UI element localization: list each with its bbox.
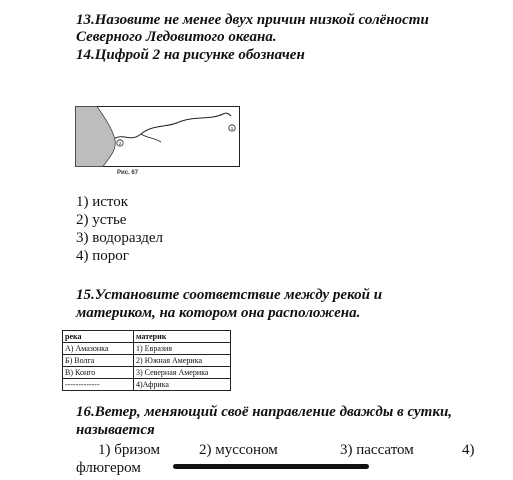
question-16-line1: 16.Ветер, меняющий своё направление дважды в сутки, [76, 404, 453, 420]
q16-option-4-text: флюгером [76, 460, 141, 476]
question-13-line1: 13.Назовите не менее двух причин низкой солёности [76, 12, 429, 28]
header-river: река [63, 331, 134, 343]
river-diagram [75, 98, 241, 186]
question-15-line1: 15.Установите соответствие между рекой и [76, 287, 383, 303]
table-header-row [63, 331, 231, 343]
q16-option-4-number: 4) [462, 442, 475, 458]
question-14-title: 14.Цифрой 2 на рисунке обозначен [76, 47, 305, 63]
question-13-line2: Северного Ледовитого океана. [76, 29, 277, 45]
continent-cell: 2) Южная Америка [134, 355, 231, 367]
q14-option-1: 1) исток [76, 194, 129, 210]
continent-cell: 4)Африка [134, 379, 231, 391]
q16-option-1: 1) бризом [98, 442, 160, 458]
q14-option-4: 4) порог [76, 248, 129, 264]
river-cell: ------------- [63, 379, 134, 391]
river-figure [75, 98, 241, 186]
table-row [63, 343, 231, 355]
q16-option-3: 3) пассатом [340, 442, 414, 458]
scroll-indicator-bar [173, 464, 369, 469]
continent-cell: 1) Евразия [134, 343, 231, 355]
river-cell: Б) Волга [63, 355, 134, 367]
q14-option-3: 3) водораздел [76, 230, 164, 246]
match-table [62, 330, 231, 391]
table-row [63, 367, 231, 379]
question-16-line2: называется [76, 422, 155, 438]
river-cell: А) Амазонка [63, 343, 134, 355]
header-continent: материк [134, 331, 231, 343]
table-row [63, 355, 231, 367]
question-15-line2: материком, на котором она расположена. [76, 305, 361, 321]
tributary-line [141, 134, 161, 142]
shore-shape [76, 107, 116, 167]
q16-option-2: 2) муссоном [199, 442, 278, 458]
continent-cell: 3) Северная Америка [134, 367, 231, 379]
table-row [63, 379, 231, 391]
marker-1-label: 1 [230, 126, 234, 131]
figure-caption: Рис. 67 [117, 170, 139, 176]
q14-option-2: 2) устье [76, 212, 127, 228]
marker-2-label: 2 [118, 141, 122, 146]
river-line [115, 113, 231, 138]
river-cell: В) Конго [63, 367, 134, 379]
